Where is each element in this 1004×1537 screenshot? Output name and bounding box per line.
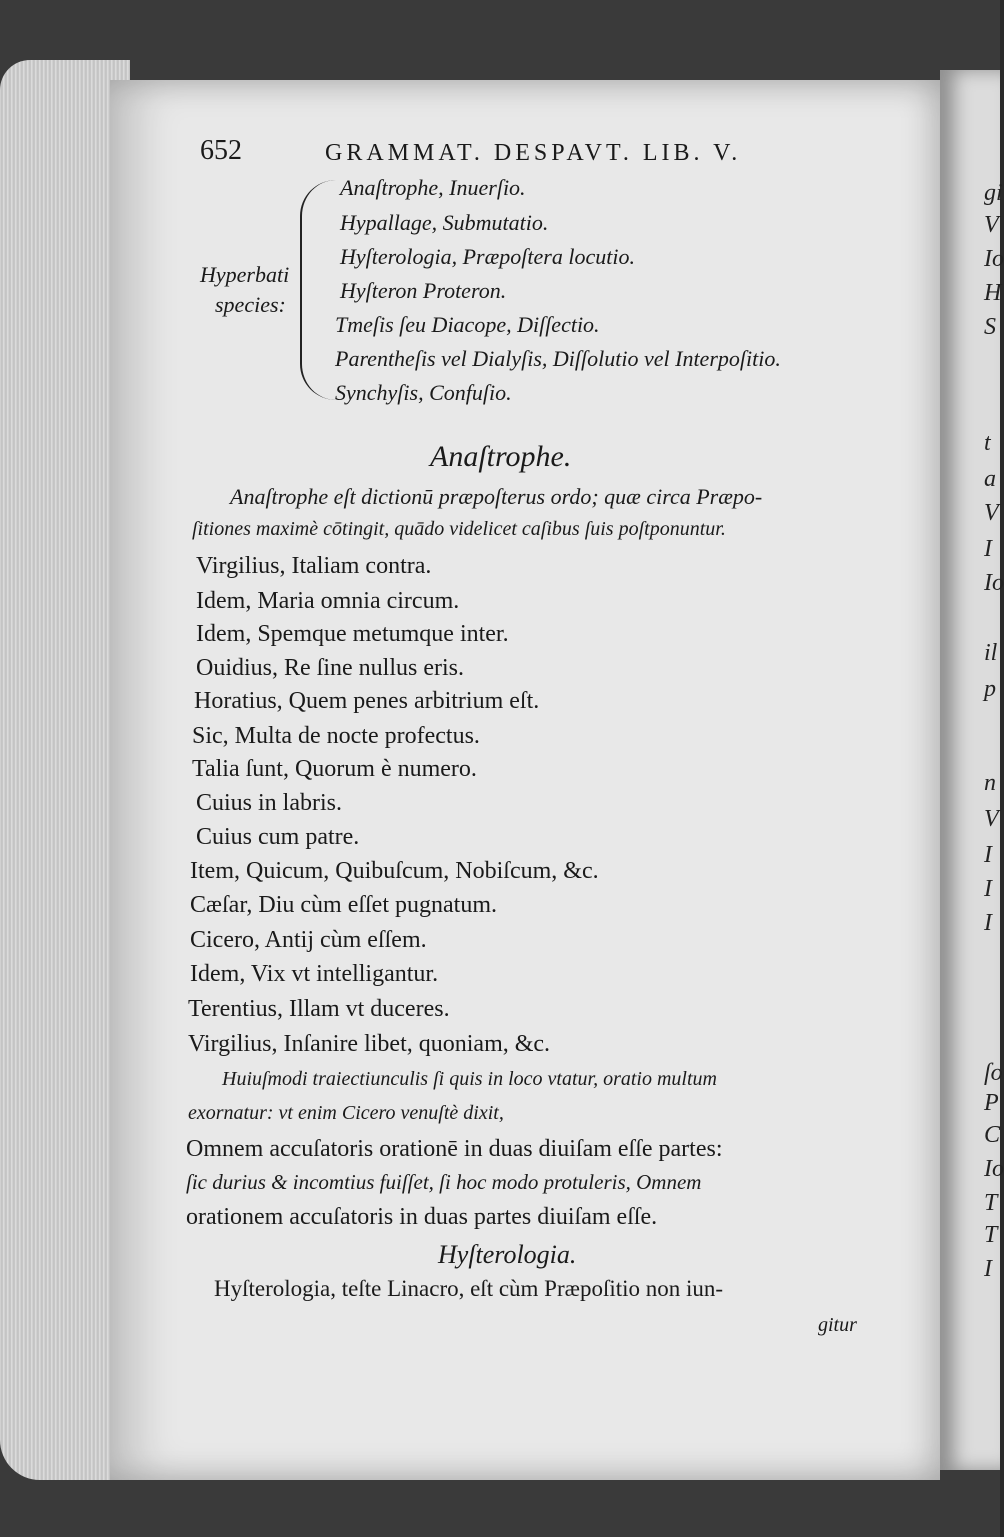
page-number: 652 xyxy=(200,135,242,166)
facing-page-fragment: Io xyxy=(984,1156,1004,1182)
example-quote-line: orationem accuſatoris in duas partes diuiſam eſſe. xyxy=(186,1204,658,1230)
facing-page-fragment: S xyxy=(984,314,996,340)
section-title-hysterologia: Hyſterologia. xyxy=(438,1240,577,1269)
example-line: Idem, Maria omnia circum. xyxy=(196,588,460,614)
definition-line: Anaſtrophe eſt dictionū præpoſterus ordo; quæ circa Præpo- xyxy=(230,484,763,509)
example-line: Talia ſunt, Quorum è numero. xyxy=(192,756,477,782)
species-label-1: Hyperbati xyxy=(200,262,290,287)
example-line: Idem, Vix vt intelligantur. xyxy=(190,961,439,987)
definition-line: Hyſterologia, teſte Linacro, eſt cùm Præpoſitio non iun- xyxy=(214,1276,724,1301)
example-line: Virgilius, Inſanire libet, quoniam, &c. xyxy=(188,1031,551,1057)
catchword: gitur xyxy=(818,1314,857,1336)
facing-page-fragment: V xyxy=(984,212,999,238)
facing-page-fragment: a xyxy=(984,466,996,492)
running-title: GRAMMAT. DESPAVT. LIB. V. xyxy=(325,140,742,166)
facing-page-fragment: T xyxy=(984,1190,998,1216)
facing-page-fragment: il xyxy=(984,640,998,666)
example-quote-line: Omnem accuſatoris orationē in duas diuiſam eſſe partes: xyxy=(186,1136,723,1162)
facing-page-fragment: I xyxy=(984,876,992,902)
facing-page-fragment: I xyxy=(984,1256,992,1282)
example-line: Virgilius, Italiam contra. xyxy=(196,553,432,579)
example-line: Cæſar, Diu cùm eſſet pugnatum. xyxy=(190,892,497,918)
example-line: Sic, Multa de nocte profectus. xyxy=(192,723,480,749)
note-line: Huiuſmodi traiectiunculis ſi quis in loco vtatur, oratio multum xyxy=(222,1068,717,1090)
example-line: Item, Quicum, Quibuſcum, Nobiſcum, &c. xyxy=(190,858,599,884)
species-item: Hyſteron Proteron. xyxy=(340,278,507,303)
facing-page-fragment: Io xyxy=(984,570,1004,596)
facing-page-fragment: H xyxy=(984,280,1002,306)
brace xyxy=(300,180,336,400)
facing-page-fragment: C xyxy=(984,1122,1001,1148)
species-item: Hypallage, Submutatio. xyxy=(340,210,549,235)
facing-page-fragment: n xyxy=(984,770,996,796)
species-label-2: species: xyxy=(215,292,286,317)
example-line: Cicero, Antij cùm eſſem. xyxy=(190,927,427,953)
definition-line: ſitiones maximè cōtingit, quādo videlicet caſibus ſuis poſtponuntur. xyxy=(192,518,726,540)
note-line: exornatur: vt enim Cicero venuſtè dixit, xyxy=(188,1102,504,1124)
example-line: Terentius, Illam vt duceres. xyxy=(188,996,450,1022)
example-line: Horatius, Quem penes arbitrium eſt. xyxy=(194,688,540,714)
example-line: Ouidius, Re ſine nullus eris. xyxy=(196,655,464,681)
facing-page-fragment: T xyxy=(984,1222,998,1248)
example-line: Cuius in labris. xyxy=(196,790,343,816)
example-line: Idem, Spemque metumque inter. xyxy=(196,621,509,647)
example-line: Cuius cum patre. xyxy=(196,824,360,850)
species-item: Parentheſis vel Dialyſis, Diſſolutio vel Interpoſitio. xyxy=(335,346,781,371)
facing-page-fragment: t xyxy=(984,430,991,456)
facing-page-fragment: p xyxy=(984,676,996,702)
species-item: Anaſtrophe, Inuerſio. xyxy=(340,175,526,200)
species-item: Tmeſis ſeu Diacope, Diſſectio. xyxy=(335,312,600,337)
section-title-anastrophe: Anaſtrophe. xyxy=(430,440,572,473)
facing-page-fragment: V xyxy=(984,806,999,832)
example-quote-line: ſic durius & incomtius fuiſſet, ſi hoc modo protuleris, Omnem xyxy=(186,1170,702,1194)
species-item: Synchyſis, Confuſio. xyxy=(335,380,512,405)
species-item: Hyſterologia, Præpoſtera locutio. xyxy=(340,244,635,269)
facing-page-fragment: I xyxy=(984,536,992,562)
facing-page-fragment: I xyxy=(984,842,992,868)
facing-page-fragment: V xyxy=(984,500,999,526)
facing-page-fragment: ſo xyxy=(984,1060,1003,1086)
facing-page-fragment: Io xyxy=(984,246,1004,272)
facing-page-fragment: gi xyxy=(984,180,1003,206)
facing-page-fragment: P xyxy=(984,1090,999,1116)
facing-page-fragment: I xyxy=(984,910,992,936)
